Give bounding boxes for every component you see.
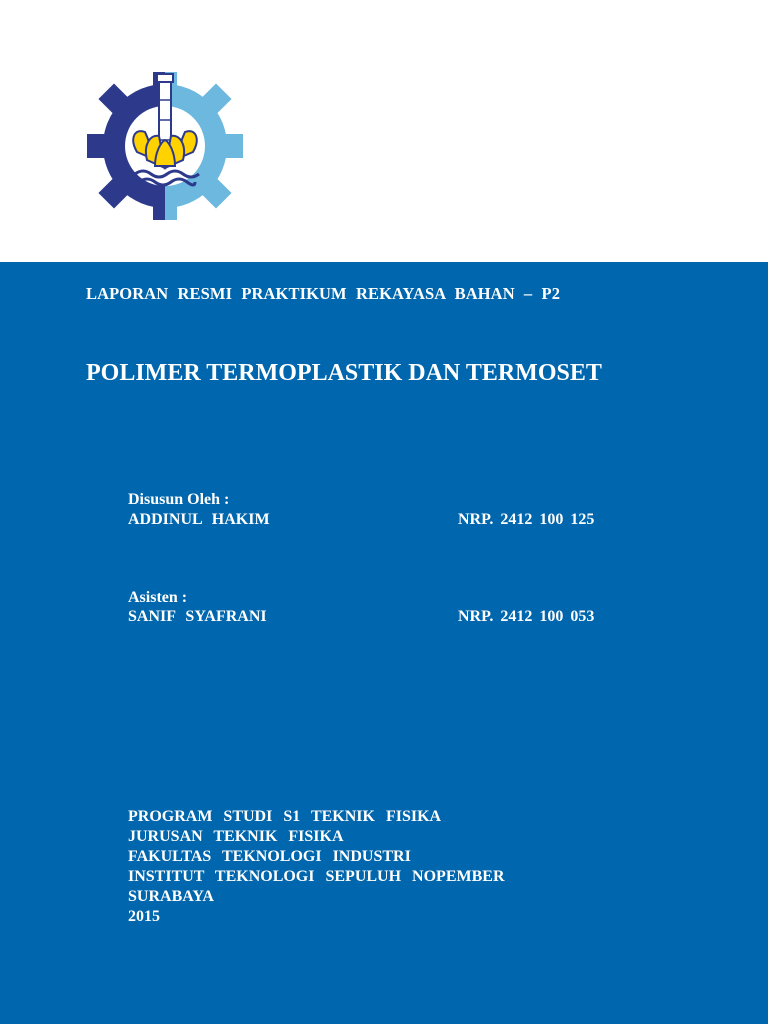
affiliation-block: [128, 807, 505, 927]
affiliation-department: JURUSAN TEKNIK FISIKA: [128, 828, 344, 845]
assistant-label: Asisten :: [128, 589, 188, 606]
author-nrp: NRP. 2412 100 125: [458, 511, 595, 528]
affiliation-program: PROGRAM STUDI S1 TEKNIK FISIKA: [128, 808, 442, 825]
affiliation-faculty: FAKULTAS TEKNOLOGI INDUSTRI: [128, 848, 411, 865]
report-type: LAPORAN RESMI PRAKTIKUM REKAYASA BAHAN – P2: [86, 284, 561, 303]
cover-blue-panel: [0, 262, 768, 1024]
assistant-name: SANIF SYAFRANI: [128, 608, 267, 625]
affiliation-year: 2015: [128, 908, 160, 925]
cover-header-area: [0, 0, 768, 262]
affiliation-city: SURABAYA: [128, 888, 214, 905]
report-title: POLIMER TERMOPLASTIK DAN TERMOSET: [86, 360, 602, 386]
its-logo: [85, 70, 245, 222]
author-name: ADDINUL HAKIM: [128, 511, 270, 528]
affiliation-institute: INSTITUT TEKNOLOGI SEPULUH NOPEMBER: [128, 868, 505, 885]
assistant-nrp: NRP. 2412 100 053: [458, 608, 595, 625]
author-label: Disusun Oleh :: [128, 491, 230, 508]
